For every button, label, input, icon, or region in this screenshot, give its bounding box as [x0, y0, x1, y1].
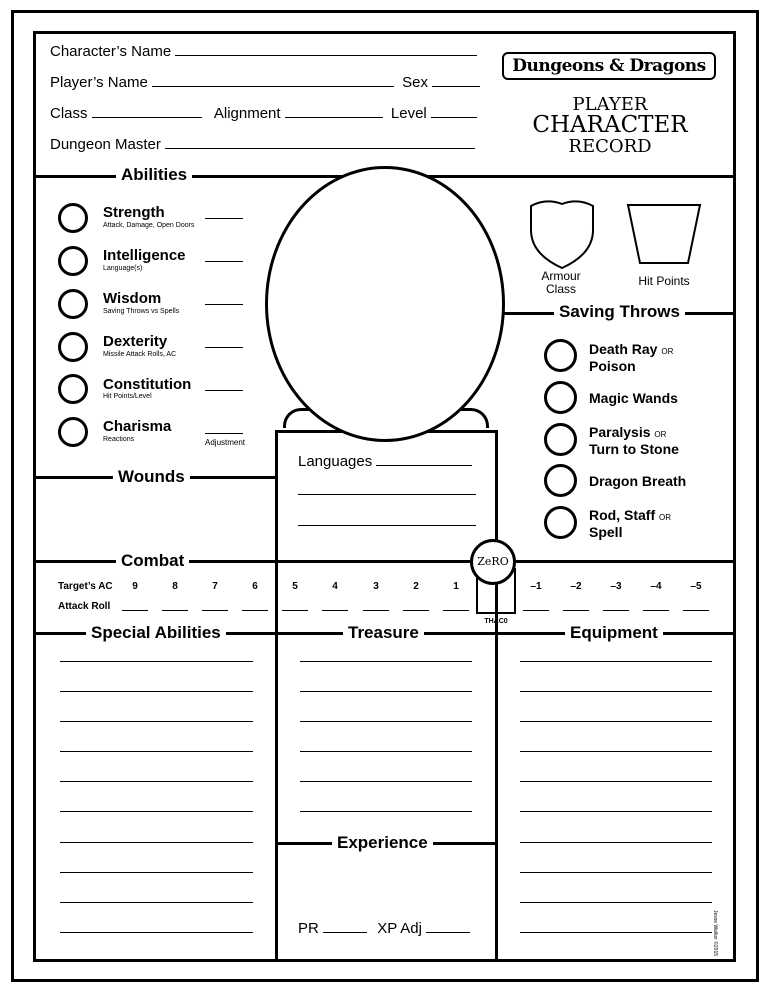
combat-title: Combat [116, 552, 189, 570]
special-abilities-line[interactable] [60, 721, 253, 722]
attack-roll-label: Attack Roll [58, 601, 111, 612]
target-ac-value: 8 [172, 581, 178, 592]
special-abilities-line[interactable] [60, 811, 253, 812]
special-abilities-line[interactable] [60, 691, 253, 692]
languages-line[interactable] [298, 494, 476, 495]
dexterity-label: Dexterity [103, 333, 168, 350]
treasure-line[interactable] [300, 781, 472, 782]
adjustment-label: Adjustment [205, 438, 246, 447]
attack-roll-blank[interactable] [242, 598, 268, 611]
xp-adj-label: XP Adj [377, 920, 422, 937]
special-abilities-title: Special Abilities [86, 624, 226, 642]
wisdom-score-circle[interactable] [58, 289, 88, 319]
record-title-line2: CHARACTER [532, 112, 688, 138]
target-ac-value: 9 [132, 581, 138, 592]
zero-circle [470, 539, 516, 585]
target-ac-value: –5 [690, 581, 702, 592]
treasure-line[interactable] [300, 811, 472, 812]
target-ac-value: –1 [530, 581, 542, 592]
equipment-line[interactable] [520, 751, 712, 752]
target-ac-value: –3 [610, 581, 622, 592]
equipment-line[interactable] [520, 811, 712, 812]
armour-class-shield-icon[interactable] [528, 198, 596, 270]
character-name-field[interactable] [50, 42, 477, 60]
attack-roll-blank[interactable] [603, 598, 629, 611]
targets-ac-label: Target’s AC [58, 581, 113, 592]
special-abilities-line[interactable] [60, 781, 253, 782]
hit-points-label: Hit Points [638, 274, 690, 288]
hit-points-box-icon[interactable] [626, 203, 702, 265]
target-ac-value: 1 [453, 581, 459, 592]
abilities-title: Abilities [116, 166, 192, 184]
special-abilities-line[interactable] [60, 751, 253, 752]
dungeon-master-blank[interactable] [165, 135, 475, 149]
sex-blank[interactable] [432, 73, 480, 87]
charisma-adjustment-blank[interactable] [205, 419, 243, 434]
death-ray-circle[interactable] [544, 339, 577, 372]
death-ray-label: Death Ray OR Poison [589, 341, 674, 374]
special-abilities-line[interactable] [60, 842, 253, 843]
paralysis-circle[interactable] [544, 423, 577, 456]
player-name-label: Player’s Name [50, 74, 148, 91]
attack-roll-blank[interactable] [563, 598, 589, 611]
attack-roll-blank[interactable] [162, 598, 188, 611]
class-blank[interactable] [92, 104, 202, 118]
equipment-line[interactable] [520, 842, 712, 843]
constitution-adjustment-blank[interactable] [205, 376, 243, 391]
charisma-label: Charisma [103, 418, 172, 435]
attack-roll-blank[interactable] [683, 598, 709, 611]
credit-text: Jesse Walker ©2015 [712, 910, 718, 957]
saving-throws-title: Saving Throws [554, 303, 685, 321]
equipment-line[interactable] [520, 872, 712, 873]
target-ac-value: –2 [570, 581, 582, 592]
player-name-field[interactable] [50, 73, 480, 91]
languages-line[interactable] [298, 525, 476, 526]
character-name-label: Character’s Name [50, 43, 172, 60]
target-ac-value: 7 [212, 581, 218, 592]
languages-blank[interactable] [376, 452, 472, 466]
dexterity-adjustment-blank[interactable] [205, 333, 243, 348]
equipment-line[interactable] [520, 721, 712, 722]
constitution-label: Constitution [103, 376, 192, 393]
equipment-line[interactable] [520, 781, 712, 782]
target-ac-value: 6 [252, 581, 258, 592]
sex-label: Sex [402, 74, 429, 91]
character-name-blank[interactable] [175, 42, 477, 56]
equipment-line[interactable] [520, 902, 712, 903]
attack-roll-blank[interactable] [443, 598, 469, 611]
treasure-line[interactable] [300, 691, 472, 692]
attack-roll-blank[interactable] [202, 598, 228, 611]
strength-score-circle[interactable] [58, 203, 88, 233]
level-blank[interactable] [431, 104, 477, 118]
attack-roll-blank[interactable] [403, 598, 429, 611]
rod-staff-spell-label: Rod, Staff OR Spell [589, 507, 671, 540]
class-label: Class [50, 105, 88, 122]
dexterity-score-circle[interactable] [58, 332, 88, 362]
treasure-line[interactable] [300, 661, 472, 662]
pr-label: PR [298, 920, 319, 937]
dexterity-sub: Missile Attack Rolls, AC [103, 351, 177, 358]
logo-brand: Dungeons & Dragons [512, 56, 706, 76]
strength-adjustment-blank[interactable] [205, 204, 243, 219]
special-abilities-line[interactable] [60, 872, 253, 873]
target-ac-value: 2 [413, 581, 419, 592]
pr-blank[interactable] [323, 919, 367, 933]
intelligence-score-circle[interactable] [58, 246, 88, 276]
charisma-sub: Reactions [103, 436, 135, 443]
languages-label: Languages [298, 453, 373, 470]
armour-class-line2: Class [545, 282, 576, 296]
magic-wands-label: Magic Wands [589, 390, 678, 406]
special-abilities-line[interactable] [60, 902, 253, 903]
intelligence-sub: Language(s) [103, 265, 143, 272]
record-title-line3: RECORD [568, 136, 652, 157]
equipment-title: Equipment [565, 624, 663, 642]
alignment-blank[interactable] [285, 104, 383, 118]
alignment-label: Alignment [213, 105, 281, 122]
intelligence-adjustment-blank[interactable] [205, 247, 243, 262]
special-abilities-line[interactable] [60, 661, 253, 662]
xp-adj-blank[interactable] [426, 919, 470, 933]
experience-title: Experience [332, 834, 433, 852]
equipment-line[interactable] [520, 661, 712, 662]
constitution-score-circle[interactable] [58, 374, 88, 404]
treasure-line[interactable] [300, 751, 472, 752]
languages-field[interactable] [298, 452, 472, 470]
intelligence-label: Intelligence [103, 247, 186, 264]
divider-left-column [275, 430, 278, 962]
target-ac-value: 5 [292, 581, 298, 592]
zero-label: ZeRO [477, 555, 509, 568]
player-name-blank[interactable] [152, 73, 394, 87]
attack-roll-blank[interactable] [122, 598, 148, 611]
portrait-oval[interactable] [265, 166, 505, 442]
divider-right-column [495, 430, 498, 962]
dungeon-master-field[interactable] [50, 135, 475, 153]
attack-roll-blank[interactable] [643, 598, 669, 611]
armour-class-label [531, 270, 591, 296]
attack-roll-blank[interactable] [363, 598, 389, 611]
wisdom-sub: Saving Throws vs Spells [103, 308, 180, 315]
wisdom-adjustment-blank[interactable] [205, 290, 243, 305]
target-ac-value: 3 [373, 581, 379, 592]
dragon-breath-circle[interactable] [544, 464, 577, 497]
dungeon-master-label: Dungeon Master [50, 136, 161, 153]
constitution-sub: Hit Points/Level [103, 393, 152, 400]
experience-fields [298, 919, 470, 937]
attack-roll-blank[interactable] [523, 598, 549, 611]
dnd-logo [502, 52, 716, 80]
thac0-label: THAC0 [484, 618, 508, 625]
record-title-line1: PLAYER [572, 94, 648, 115]
target-ac-value: 4 [332, 581, 338, 592]
charisma-score-circle[interactable] [58, 417, 88, 447]
attack-roll-blank[interactable] [322, 598, 348, 611]
treasure-line[interactable] [300, 721, 472, 722]
treasure-title: Treasure [343, 624, 424, 642]
dragon-breath-label: Dragon Breath [589, 473, 687, 489]
record-title [500, 94, 720, 157]
magic-wands-circle[interactable] [544, 381, 577, 414]
target-ac-value: –4 [650, 581, 662, 592]
attack-roll-blank[interactable] [282, 598, 308, 611]
strength-sub: Attack, Damage, Open Doors [103, 222, 195, 229]
level-label: Level [390, 105, 427, 122]
special-abilities-line[interactable] [60, 932, 253, 933]
strength-label: Strength [103, 204, 165, 221]
wisdom-label: Wisdom [103, 290, 162, 307]
rod-staff-spell-circle[interactable] [544, 506, 577, 539]
equipment-line[interactable] [520, 691, 712, 692]
armour-class-line1: Armour [541, 269, 581, 283]
class-alignment-level-row [50, 104, 477, 122]
wounds-title: Wounds [113, 468, 190, 486]
paralysis-label: Paralysis OR Turn to Stone [589, 424, 679, 457]
equipment-line[interactable] [520, 932, 712, 933]
